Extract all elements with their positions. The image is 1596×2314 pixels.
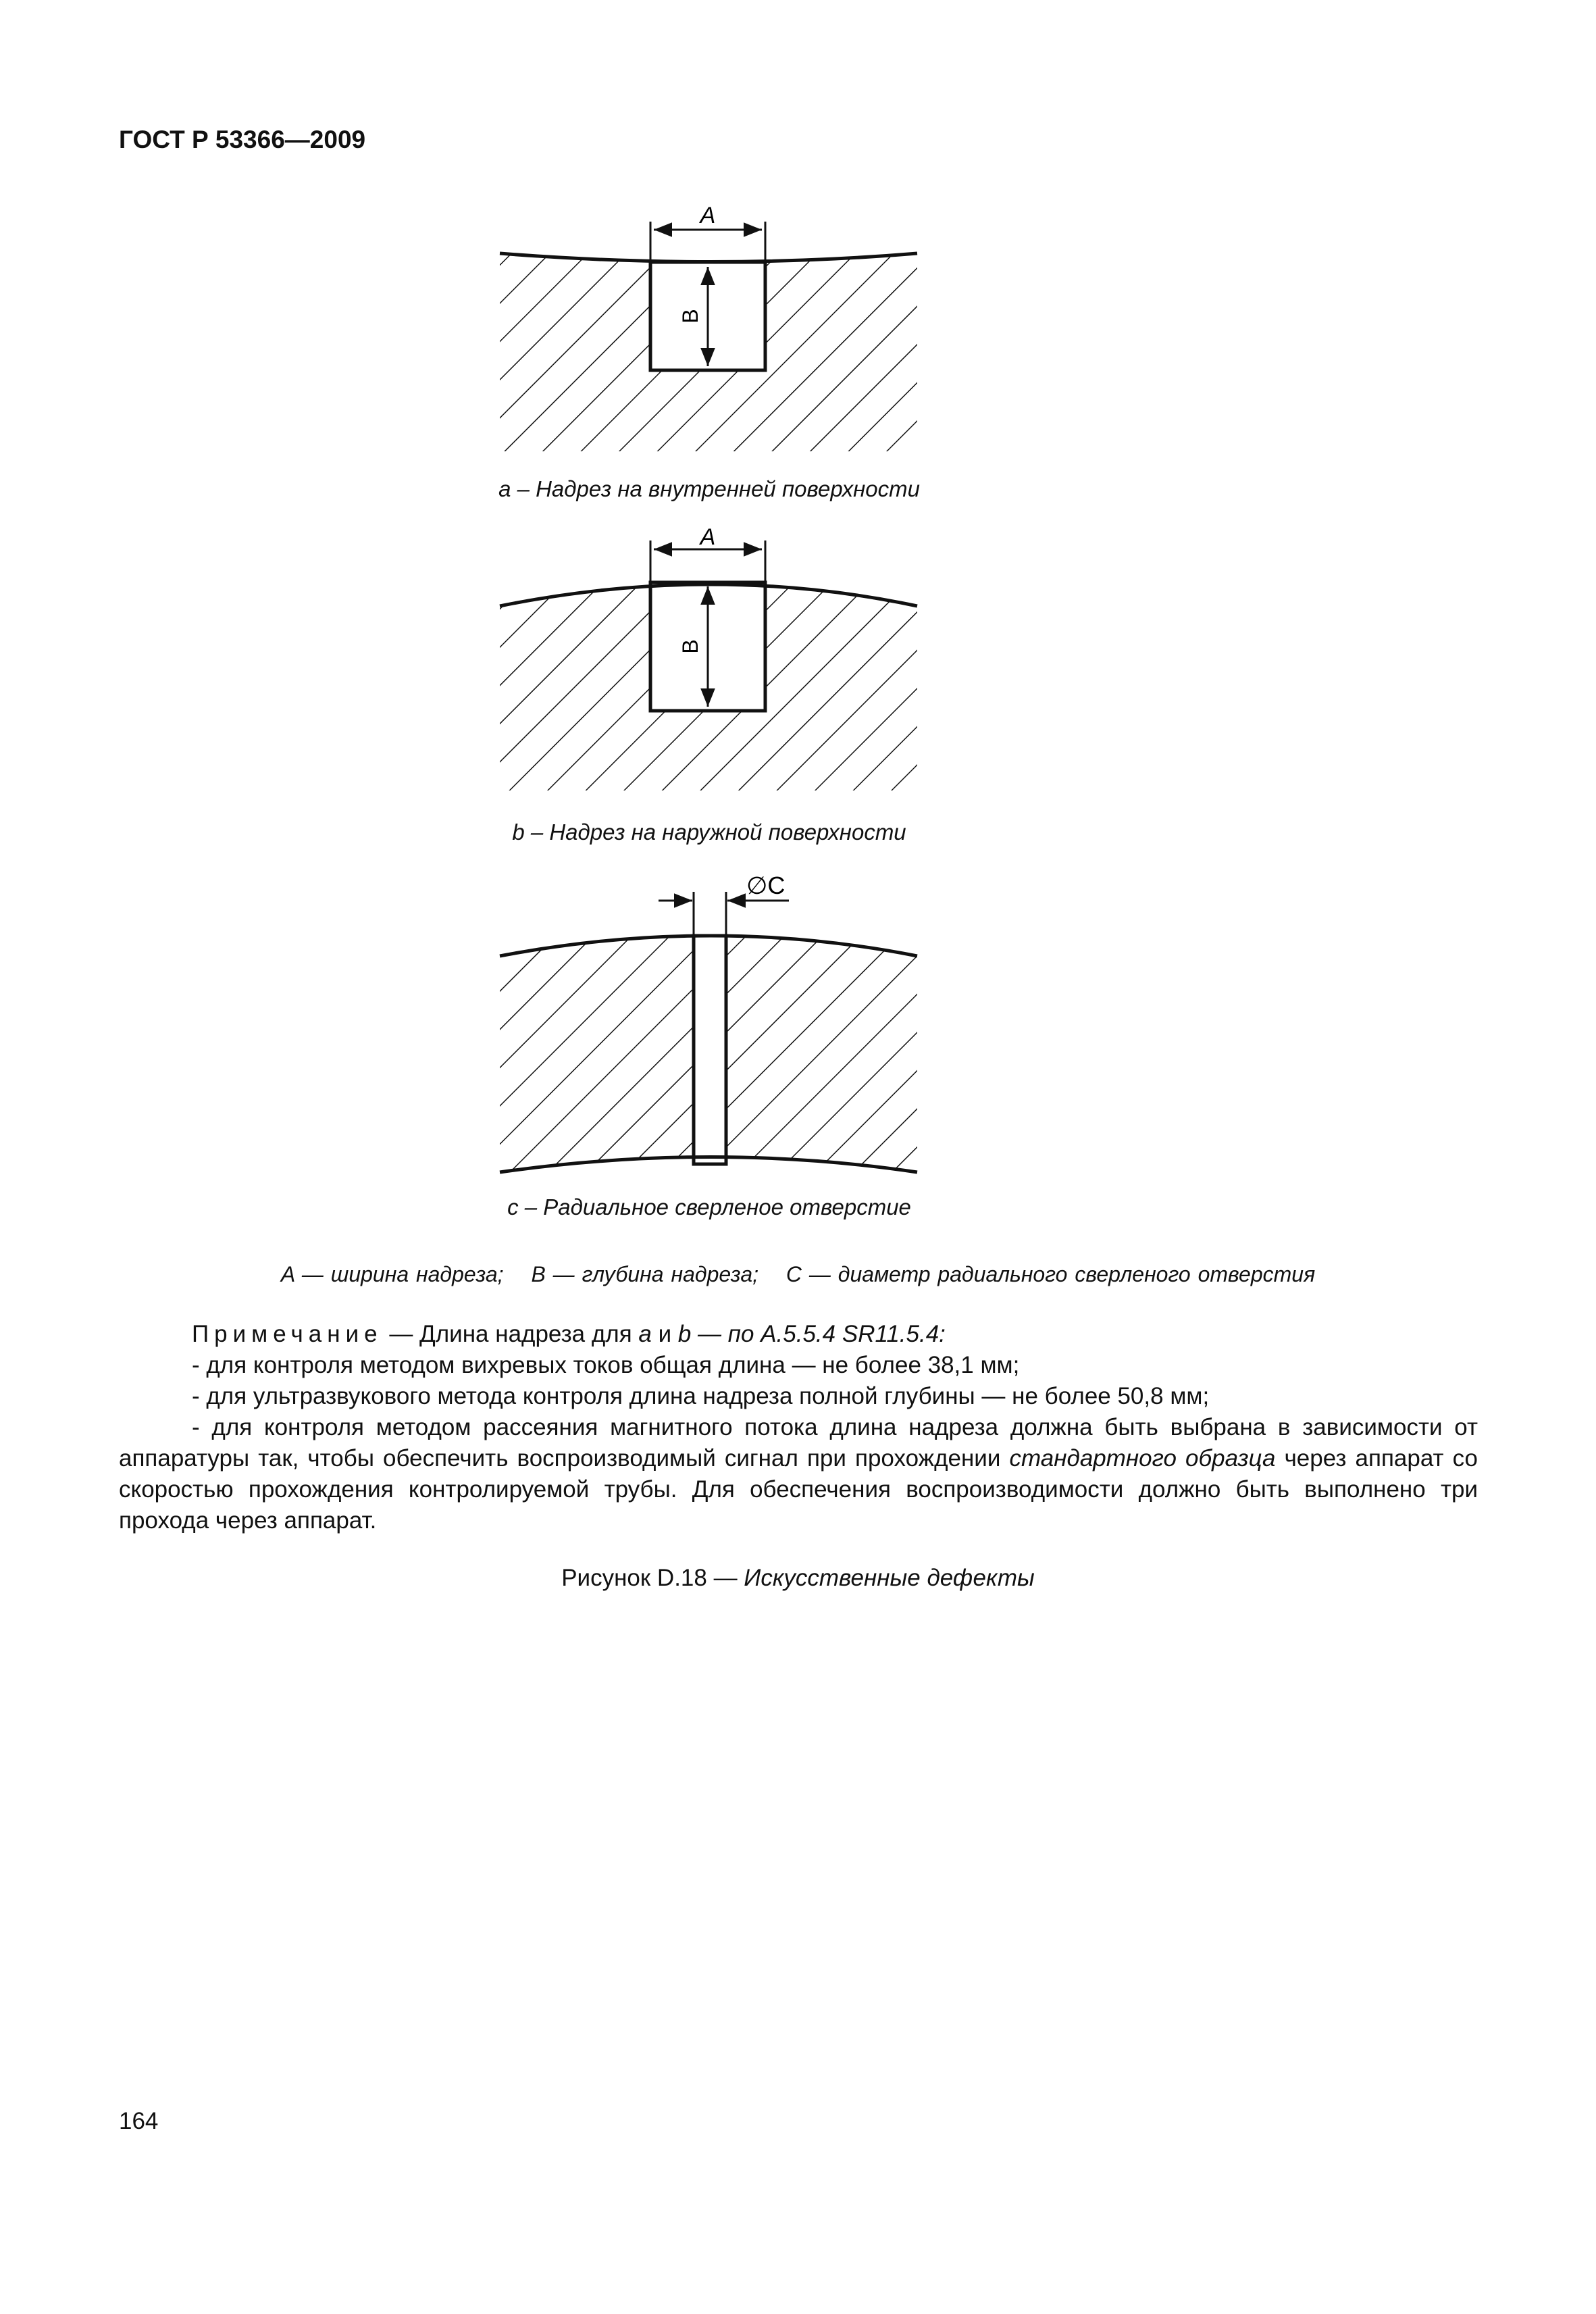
panel-a-width-label: A <box>700 203 716 228</box>
panel-b-caption: b – Надрез на наружной поверхности <box>512 820 906 845</box>
panel-a-drawing <box>500 203 917 451</box>
note-line-1: - для контроля методом вихревых токов общая длина — не более 38,1 мм; <box>192 1352 1020 1378</box>
note-line-3: - для контроля методом рассеяния магнитного потока длина надреза должна быть выбрана в зависимости от аппаратуры так, чтобы обеспечить воспроизводимый сигнал при прохождении стандартного образца через аппарат со скоростью прохождения контролируемой трубы. Для обеспечения воспроизводимости должно быть выполнено три прохода через аппарат. <box>119 1414 1478 1534</box>
note-intro: Примечание — Длина надреза для a и b — по А.5.5.4 SR11.5.4: <box>192 1321 946 1347</box>
legend-item-c: C — диаметр радиального сверленого отверстия <box>786 1262 1316 1286</box>
note-block <box>119 1319 1478 1536</box>
panel-c-caption: c – Радиальное сверленое отверстие <box>507 1194 911 1219</box>
note-label: Примечание <box>192 1321 383 1347</box>
panel-c-drawing <box>500 872 917 1172</box>
panel-c-diameter-label: ∅C <box>746 872 786 899</box>
legend-item-a: A — ширина надреза; <box>280 1262 504 1286</box>
page-number: 164 <box>119 2108 159 2134</box>
legend-item-b: B — глубина надреза; <box>531 1262 758 1286</box>
figure-legend <box>0 1262 1596 1287</box>
panel-b-drawing <box>500 524 917 790</box>
panel-a-depth-label: B <box>678 309 702 324</box>
document-header: ГОСТ Р 53366—2009 <box>119 126 366 153</box>
figure-title: Рисунок D.18 — Искусственные дефекты <box>561 1565 1035 1591</box>
panel-b-depth-label: B <box>678 639 702 654</box>
panel-b-width-label: A <box>700 524 716 550</box>
panel-a-caption: a – Надрез на внутренней поверхности <box>498 476 920 501</box>
note-line-2: - для ультразвукового метода контроля длина надреза полной глубины — не более 50,8 мм; <box>192 1383 1210 1409</box>
